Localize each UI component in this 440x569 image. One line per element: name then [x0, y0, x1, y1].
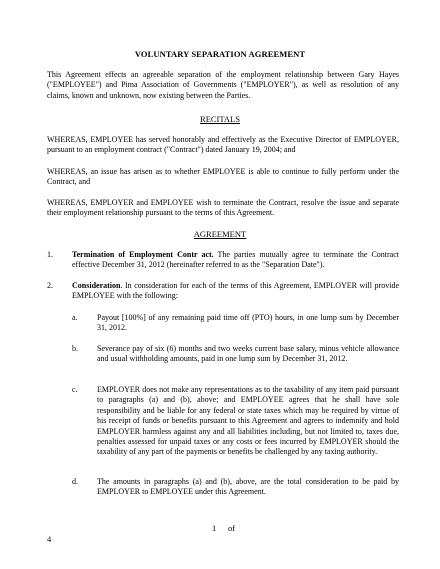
item-1-heading: Termination of Employment Contr act. — [72, 250, 214, 259]
subitem-letter-b: b. — [72, 344, 78, 353]
recital-paragraph-2: WHEREAS, an issue has arisen as to whether EMPLOYEE is able to continue to fully perform under the Contract, and — [47, 167, 399, 187]
subitem-letter-c: c. — [72, 385, 78, 394]
subitem-letter-d: d. — [72, 477, 78, 486]
item-2 — [72, 281, 399, 302]
footer-of-label: of — [228, 523, 236, 533]
agreement-heading: AGREEMENT — [193, 229, 247, 239]
recital-paragraph-1: WHEREAS, EMPLOYEE has served honorably and effectively as the Executive Director of EMPLOYER, pursuant to an employment contract ("Contract") dated January 19, 2004; and — [47, 135, 399, 155]
item-2-text: . In consideration for each of the terms of this Agreement, EMPLOYER will provide EMPLOYEE with the following: — [72, 281, 399, 301]
subitem-d: The amounts in paragraphs (a) and (b), above, are the total consideration to be paid by EMPLOYER to EMPLOYEE under this Agreement. — [97, 477, 399, 497]
subitem-a: Payout [100%] of any remaining paid time off (PTO) hours, in one lump sum by December 31, 2012. — [97, 313, 399, 333]
item-1 — [72, 250, 399, 271]
item-number-1: 1. — [47, 250, 53, 259]
recitals-heading: RECITALS — [200, 114, 240, 124]
footer-total-pages: 4 — [47, 534, 52, 544]
document-title: VOLUNTARY SEPARATION AGREEMENT — [134, 49, 306, 59]
subitem-letter-a: a. — [72, 313, 78, 322]
footer-page-number: 1 — [212, 523, 217, 533]
intro-paragraph: This Agreement effects an agreeable separation of the employment relationship between Gary Hayes ("EMPLOYEE") and Pima Association of Governments ("EMPLOYER"), as well as resolution of any claims, known and unknown, now existing between the Parties. — [47, 70, 399, 100]
subitem-c: EMPLOYER does not make any representations as to the taxability of any item paid pursuant to paragraphs (a) and (b), above; and EMPLOYEE agrees that he shall have sole responsibility and be liable for any federal or state taxes which may be required by virtue of his receipt of funds or benefits pursuant to this Agreement and agrees to indemnify and hold EMPLOYER harmless against any and all liabilities including, but not limited to, taxes due, penalties assessed for unpaid taxes or any costs or fees incurred by EMPLOYER should the taxability of any part of the payments or benefits be challenged by any taxing authority. — [97, 385, 399, 457]
item-number-2: 2. — [47, 281, 53, 290]
item-1-text: The parties mutually agree to terminate the Contract effective December 31, 2012 (hereinafter referred to as the "Separation Date"). — [72, 250, 399, 270]
subitem-b: Severance pay of six (6) months and two weeks current base salary, minus vehicle allowance and usual withholding amounts, paid in one lump sum by December 31, 2012. — [97, 344, 399, 364]
recital-paragraph-3: WHEREAS, EMPLOYER and EMPLOYEE wish to terminate the Contract, resolve the issue and separate their employment relationship pursuant to the terms of this Agreement. — [47, 198, 399, 218]
item-2-heading: Consideration — [72, 281, 121, 290]
